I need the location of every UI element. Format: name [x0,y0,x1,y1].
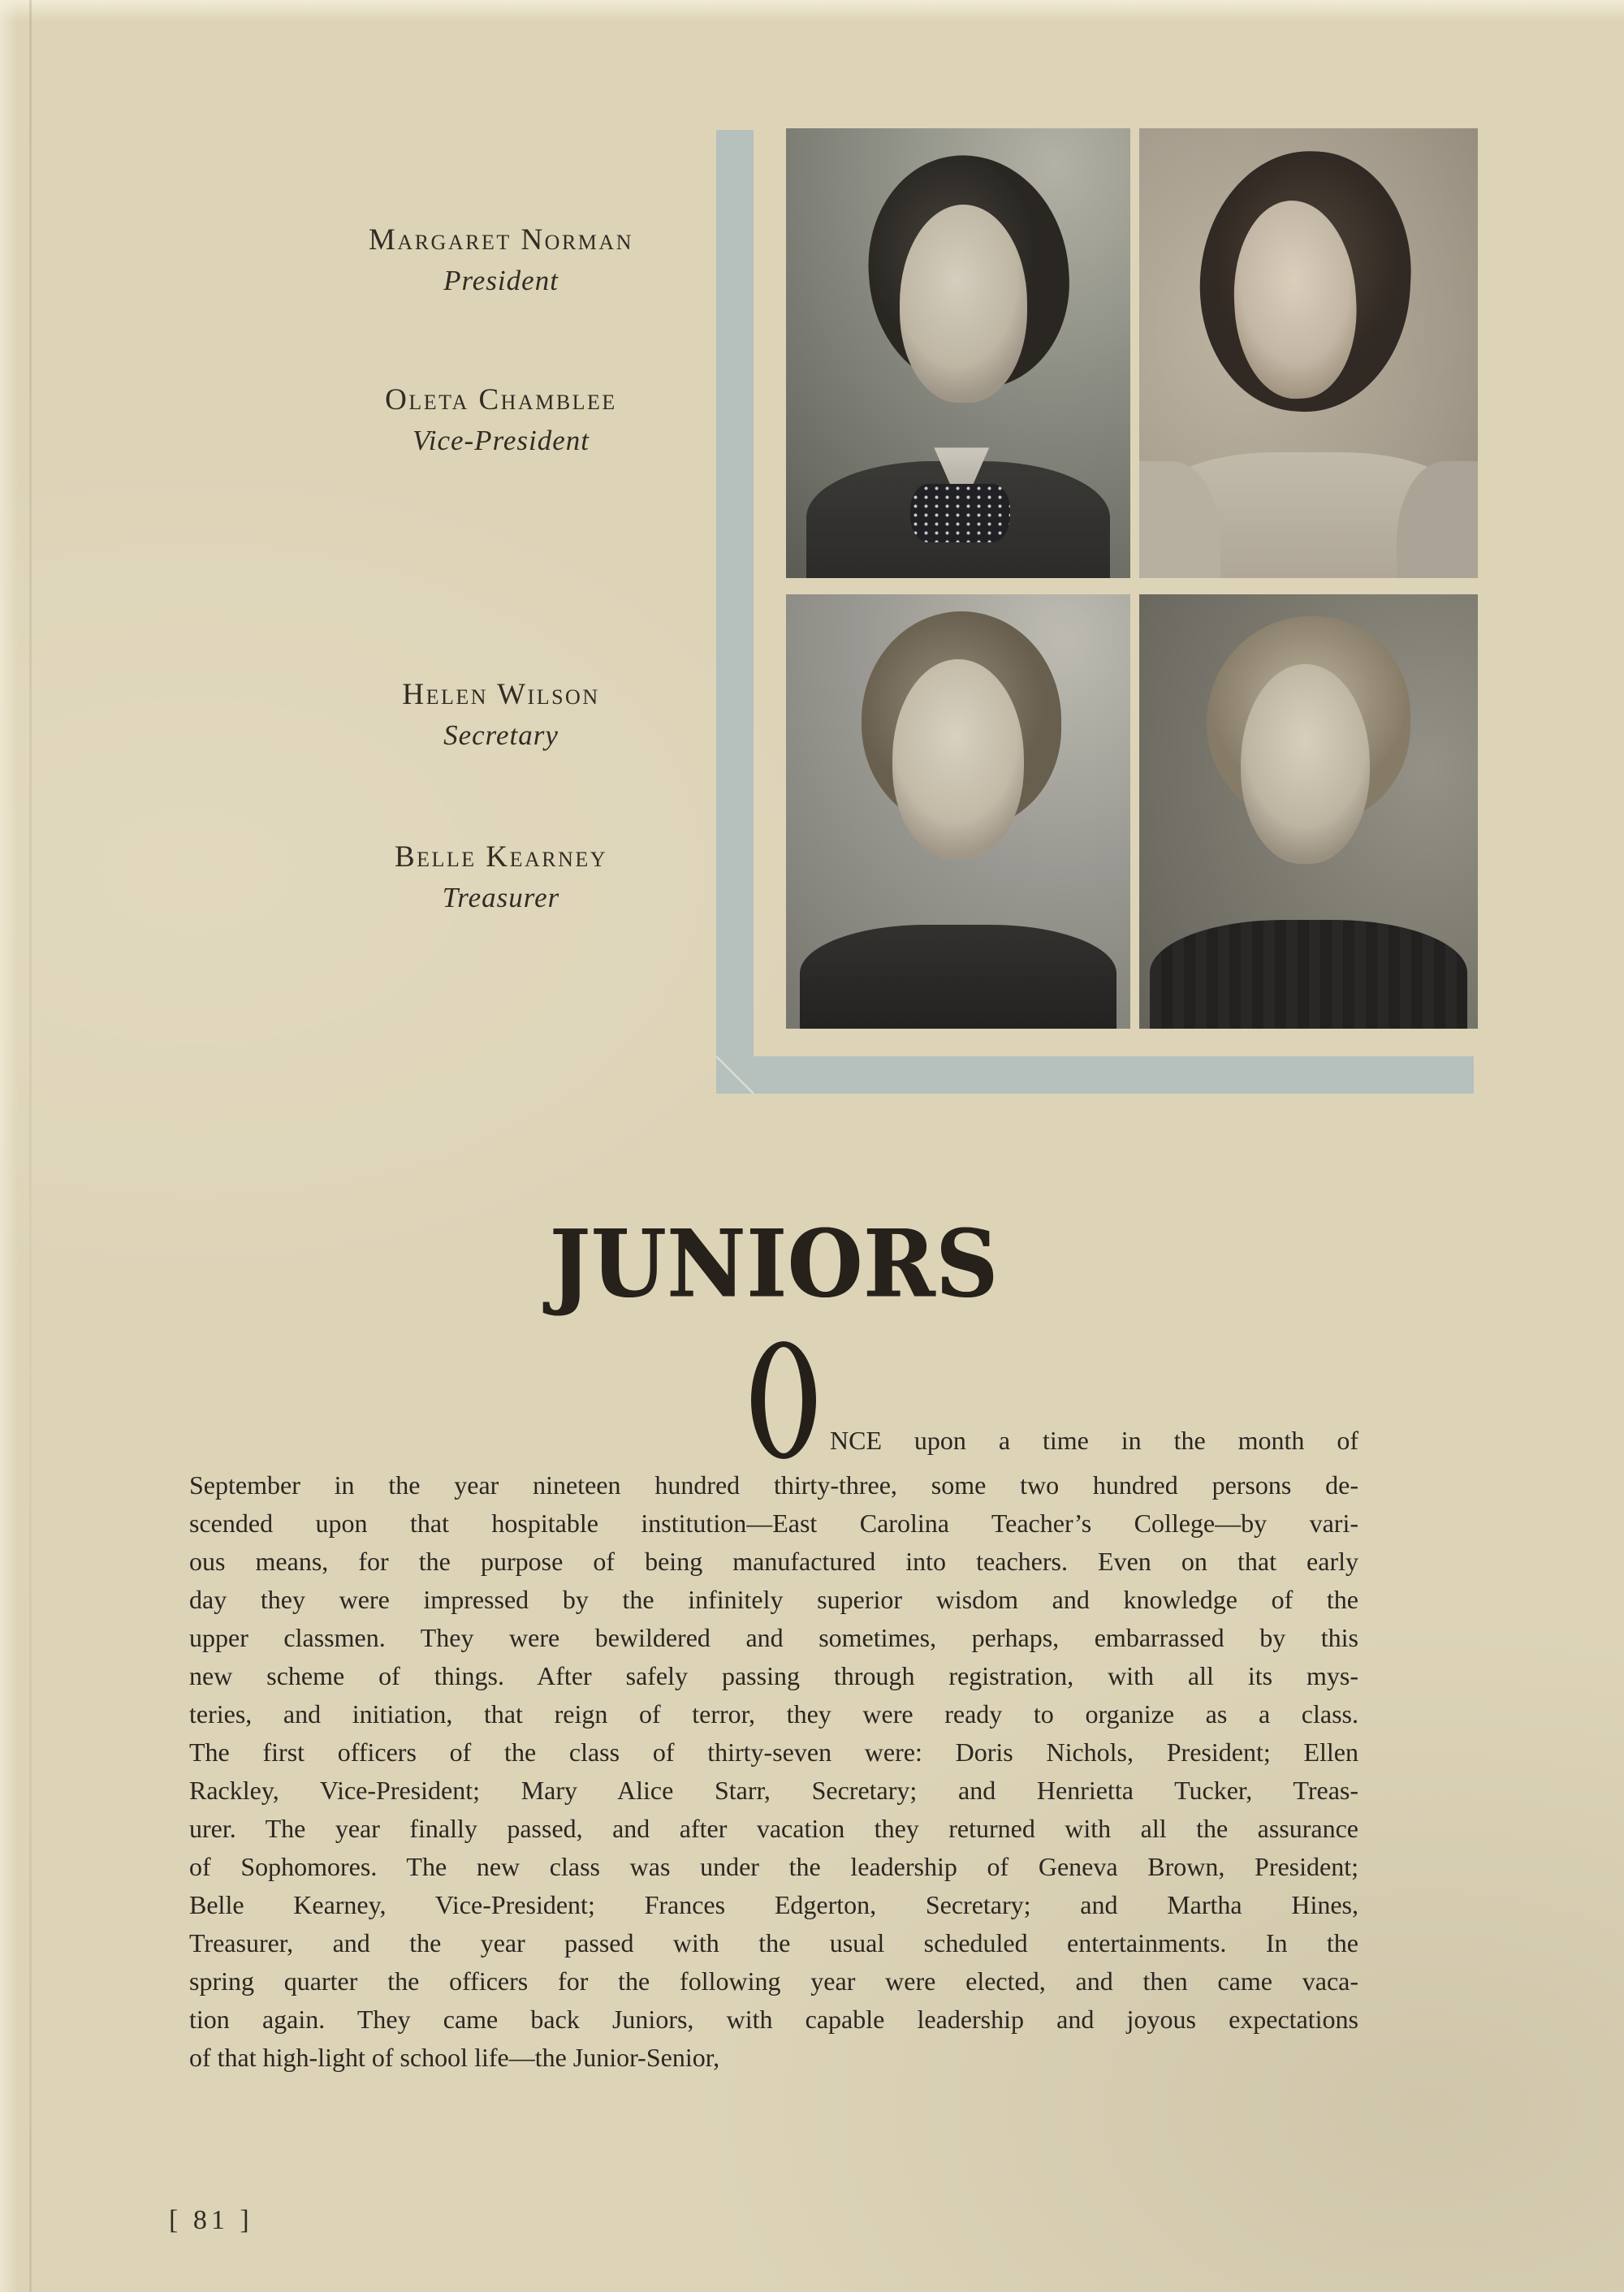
portrait-photo-bottom-right [1139,594,1478,1029]
article-body [189,1466,1358,2077]
body-line: teries, and initiation, that reign of terror, they were ready to organize as a class. [189,1699,1358,1729]
body-line: of Sophomores. The new class was under the leadership of Geneva Brown, President; [189,1852,1358,1881]
body-line: ous means, for the purpose of being manufactured into teachers. Even on that early [189,1547,1358,1576]
body-line: scended upon that hospitable institution—East Carolina Teacher’s College—by vari- [189,1509,1358,1538]
scan-crease-line [29,0,32,2292]
body-line: Rackley, Vice-President; Mary Alice Starr, Secretary; and Henrietta Tucker, Treas- [189,1776,1358,1805]
officer-entry-secretary [257,677,745,753]
officer-entry-president [257,222,745,298]
officer-name: Margaret Norman [369,223,633,257]
officer-entry-vice-president [257,382,745,458]
body-line: The first officers of the class of thirty-seven were: Doris Nichols, President; Ellen [189,1737,1358,1767]
page-title: JUNIORS [549,1208,999,1319]
photo-frame-miter-joint [716,1056,754,1094]
portrait-shoulders [800,925,1116,1029]
body-line: day they were impressed by the infinitely superior wisdom and knowledge of the [189,1585,1358,1614]
portrait-photo-top-left [786,128,1130,578]
officer-name: Belle Kearney [394,840,608,874]
portrait-face [900,205,1027,403]
portrait-photo-top-right [1139,128,1478,578]
body-line: Treasurer, and the year passed with the usual scheduled entertainments. In the [189,1928,1358,1957]
portrait-face [1241,664,1369,864]
body-line: spring quarter the officers for the following year were elected, and then came vaca- [189,1966,1358,1996]
officer-title: President [443,265,559,296]
body-line: tion again. They came back Juniors, with capable leadership and joyous expectations [189,2005,1358,2034]
officer-entry-treasurer [257,840,745,915]
portrait-photo-grid [786,128,1478,1029]
body-line: of that high-light of school life—the Junior-Senior, [189,2043,720,2072]
photo-frame-vertical-bar [716,130,754,1094]
paragraph-first-line: NCE upon a time in the month of [830,1426,1358,1455]
portrait-bow-tie [910,484,1010,542]
body-line: Belle Kearney, Vice-President; Frances Edgerton, Secretary; and Martha Hines, [189,1890,1358,1919]
body-line: urer. The year finally passed, and after vacation they returned with all the assurance [189,1814,1358,1843]
officer-name: Oleta Chamblee [385,383,617,417]
body-line: upper classmen. They were bewildered and sometimes, perhaps, embarrassed by this [189,1623,1358,1652]
page-number: [ 81 ] [169,2205,253,2235]
photo-frame-horizontal-bar [716,1056,1474,1094]
body-line: new scheme of things. After safely passing through registration, with all its mys- [189,1661,1358,1690]
portrait-shoulders [1150,920,1468,1029]
officer-title: Treasurer [442,882,560,913]
portrait-photo-bottom-left [786,594,1130,1029]
officer-name: Helen Wilson [402,678,600,711]
officer-title: Vice-President [412,425,590,456]
dropcap-letter-o [751,1341,816,1459]
officer-title: Secretary [443,719,559,751]
body-line: September in the year nineteen hundred thirty-three, some two hundred persons de- [189,1470,1358,1500]
portrait-face [892,659,1023,859]
